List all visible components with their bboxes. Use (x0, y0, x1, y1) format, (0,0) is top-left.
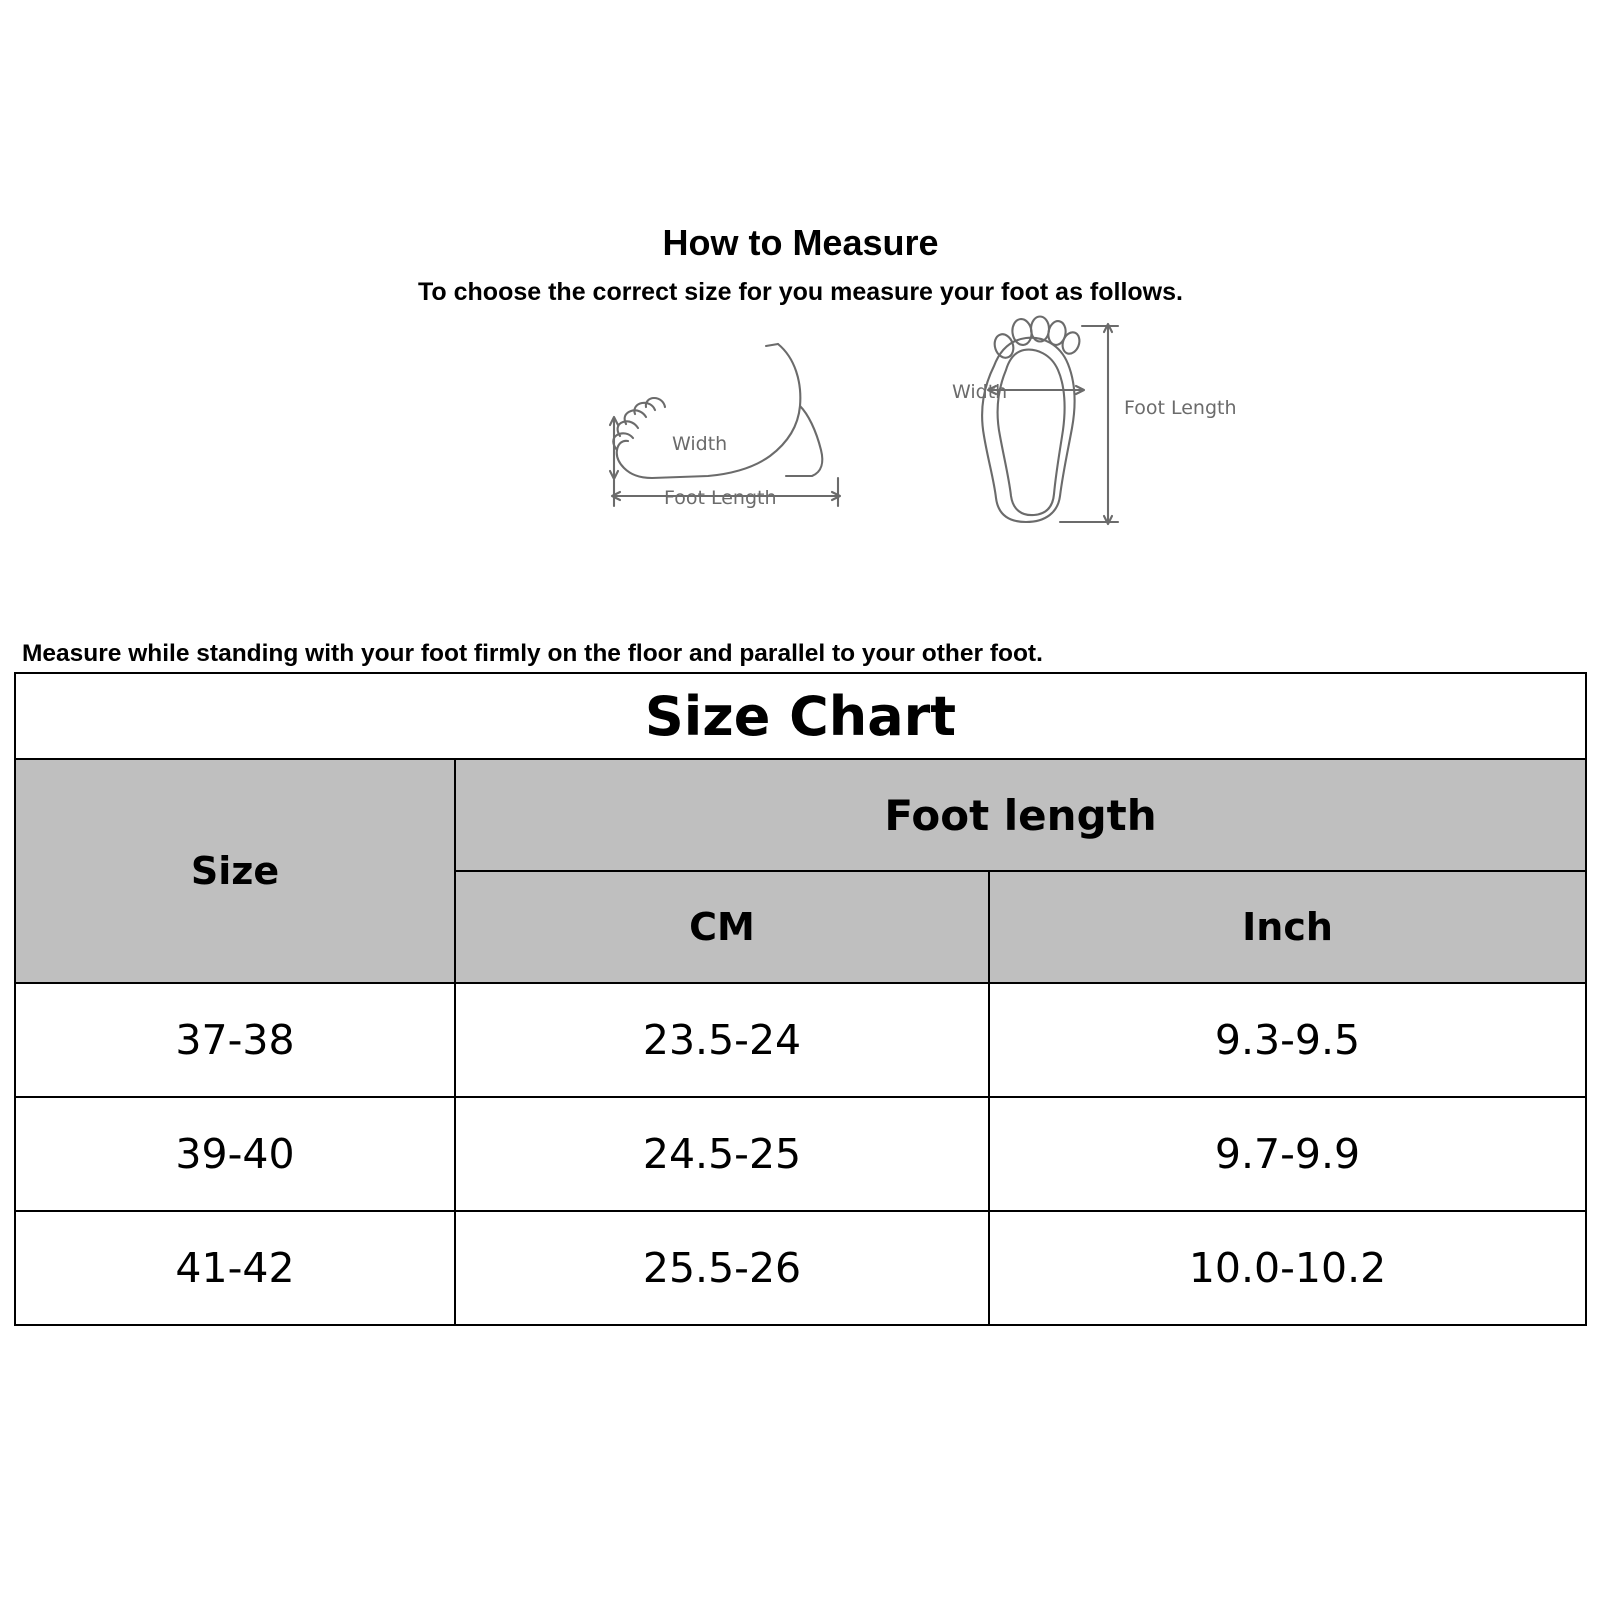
measurement-diagram (590, 310, 1240, 540)
side-length-label: Foot Length (664, 487, 777, 509)
cell-size: 39-40 (15, 1097, 455, 1211)
size-chart-table (14, 672, 1587, 1326)
column-header-foot-length: Foot length (455, 759, 1586, 871)
page-title: How to Measure (662, 222, 939, 263)
table-header-row-1 (15, 759, 1586, 871)
top-length-label: Foot Length (1124, 397, 1237, 419)
cell-cm: 24.5-25 (455, 1097, 989, 1211)
table-row (15, 983, 1586, 1097)
table-row (15, 1097, 1586, 1211)
cell-cm: 25.5-26 (455, 1211, 989, 1325)
top-width-label: Width (952, 381, 1008, 403)
cell-inch: 9.3-9.5 (989, 983, 1586, 1097)
column-header-inch: Inch (989, 871, 1586, 983)
cell-cm: 23.5-24 (455, 983, 989, 1097)
column-header-cm: CM (455, 871, 989, 983)
foot-diagram-svg (590, 310, 1240, 540)
cell-inch: 9.7-9.9 (989, 1097, 1586, 1211)
side-width-label: Width (672, 433, 728, 455)
table-title-row (15, 673, 1586, 759)
page-subtitle: To choose the correct size for you measure your foot as follows. (418, 278, 1183, 306)
size-chart-table-wrapper (14, 672, 1587, 1326)
cell-size: 37-38 (15, 983, 455, 1097)
table-title: Size Chart (15, 673, 1586, 759)
cell-inch: 10.0-10.2 (989, 1211, 1586, 1325)
diagram-labels (664, 381, 1237, 509)
column-header-size: Size (15, 759, 455, 983)
standing-instruction: Measure while standing with your foot firmly on the floor and parallel to your other foot. (22, 640, 1043, 667)
table-row (15, 1211, 1586, 1325)
cell-size: 41-42 (15, 1211, 455, 1325)
